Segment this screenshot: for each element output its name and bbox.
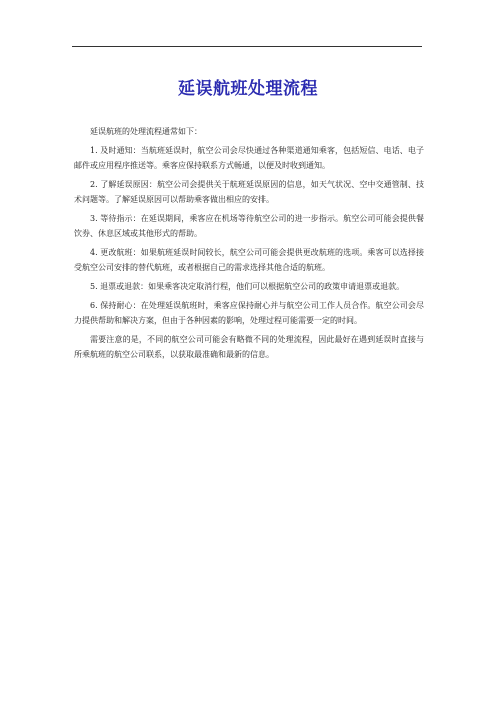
paragraph-note: 需要注意的是，不同的航空公司可能会有略微不同的处理流程，因此最好在遇到延误时直接与所乘航班的航空公司联系，以获取最准确和最新的信息。 bbox=[74, 335, 424, 359]
paragraph-step-5: 5. 退票或退款：如果乘客决定取消行程，他们可以根据航空公司的政策申请退票或退款。 bbox=[90, 282, 405, 291]
paragraph-step-2: 2. 了解延误原因：航空公司会提供关于航班延误原因的信息，如天气状况、空中交通管制、技术问题等。了解延误原因可以帮助乘客做出相应的安排。 bbox=[74, 180, 424, 204]
document-title: 延误航班处理流程 bbox=[178, 79, 318, 99]
header-rule bbox=[72, 46, 422, 47]
paragraph-step-1: 1. 及时通知：当航班延误时，航空公司会尽快通过各种渠道通知乘客，包括短信、电话、电子邮件或应用程序推送等。乘客应保持联系方式畅通，以便及时收到通知。 bbox=[74, 146, 424, 170]
paragraph-step-4: 4. 更改航班：如果航班延误时间较长，航空公司可能会提供更改航班的选项。乘客可以选择接受航空公司安排的替代航班，或者根据自己的需求选择其他合适的航班。 bbox=[74, 248, 424, 272]
paragraph-intro: 延误航班的处理流程通常如下： bbox=[90, 127, 202, 136]
document-body bbox=[74, 124, 424, 362]
paragraph-step-6: 6. 保持耐心：在处理延误航班时，乘客应保持耐心并与航空公司工作人员合作。航空公司会尽力提供帮助和解决方案，但由于各种因素的影响，处理过程可能需要一定的时间。 bbox=[74, 301, 424, 325]
paragraph-step-3: 3. 等待指示：在延误期间，乘客应在机场等待航空公司的进一步指示。航空公司可能会提供餐饮券、休息区域或其他形式的帮助。 bbox=[74, 214, 424, 238]
